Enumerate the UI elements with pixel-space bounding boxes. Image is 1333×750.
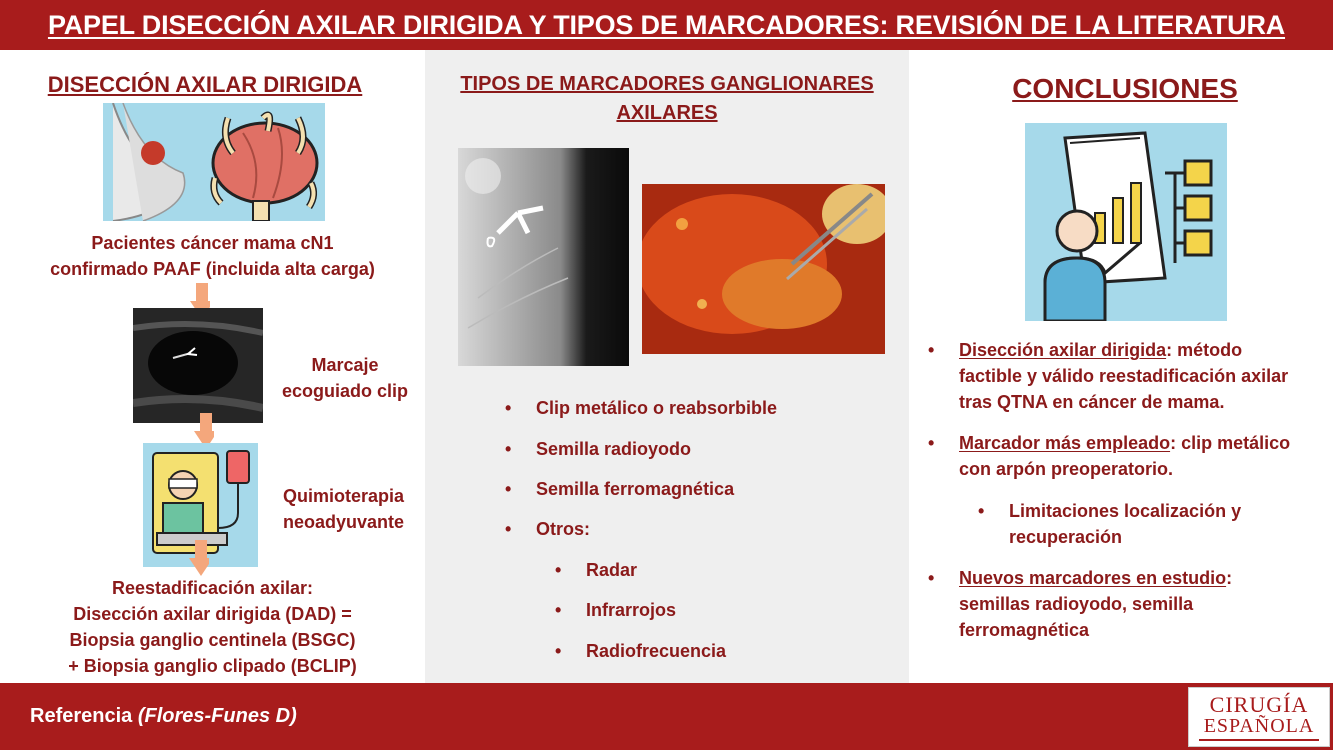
conclusion-2-heading: Marcador más empleado <box>959 433 1171 453</box>
marker-bullet-3-text: Semilla ferromagnética <box>536 479 735 499</box>
marcaje-line1: Marcaje <box>311 355 379 375</box>
marcaje-line2: ecoguiado clip <box>281 381 409 401</box>
middle-title-line1: TIPOS DE MARCADORES GANGLIONARES <box>460 73 874 95</box>
marker-sub-bullet-2: • Infrarrojos <box>555 597 855 623</box>
conclusion-1-line3: tras QTNA en cáncer de mama. <box>959 392 1225 412</box>
breast-node-illustration <box>103 103 325 221</box>
restage-line4: + Biopsia ganglio clipado (BCLIP) <box>68 656 357 676</box>
quimio-text <box>265 483 422 535</box>
conclusion-1: • Disección axilar dirigida: método factible y válido reestadificación axilar tras QTNA en cáncer de mama. <box>928 337 1328 415</box>
logo-line2: ESPAÑOLA <box>1203 714 1315 737</box>
conclusion-2: • Marcador más empleado: clip metálico con arpón preoperatorio. <box>928 430 1328 482</box>
reference-label: Referencia <box>30 705 133 727</box>
marker-bullet-2-text: Semilla radioyodo <box>536 439 692 459</box>
marker-bullet-2: • Semilla radioyodo <box>505 436 885 462</box>
marker-bullet-4-text: Otros: <box>536 519 590 539</box>
header-bar <box>0 0 1333 50</box>
marker-sub-bullet-1: • Radar <box>555 557 855 583</box>
footer-bar <box>0 683 1333 750</box>
logo-rule <box>1199 739 1319 741</box>
reference-author: (Flores-Funes D) <box>137 705 297 727</box>
ultrasound-image <box>133 308 263 423</box>
presentation-icon <box>1025 123 1227 321</box>
middle-title-line2: AXILARES <box>616 102 718 124</box>
conclusion-3-heading: Nuevos marcadores en estudio <box>959 568 1227 588</box>
marker-bullet-3: • Semilla ferromagnética <box>505 476 885 502</box>
quimio-line2: neoadyuvante <box>282 512 405 532</box>
left-title: DISECCIÓN AXILAR DIRIGIDA <box>47 72 363 97</box>
surgery-image <box>642 184 885 354</box>
marker-bullet-4: • Otros: <box>505 516 885 542</box>
marker-sub-bullet-3: • Radiofrecuencia <box>555 638 855 664</box>
restage-text <box>20 575 405 679</box>
restage-line3: Biopsia ganglio centinela (BSGC) <box>69 630 356 650</box>
conclusion-1-line2: factible y válido reestadificación axilar <box>959 366 1289 386</box>
marker-sub-bullet-1-text: Radar <box>586 560 638 580</box>
conclusion-2-sub: • Limitaciones localización y recuperación <box>978 498 1328 550</box>
xray-image <box>458 148 629 366</box>
marker-sub-bullet-3-text: Radiofrecuencia <box>586 641 727 661</box>
conclusion-1-heading: Disección axilar dirigida <box>959 340 1167 360</box>
patients-line1: Pacientes cáncer mama cN1 <box>91 233 334 253</box>
middle-column <box>425 50 909 683</box>
marker-sub-bullet-2-text: Infrarrojos <box>586 600 677 620</box>
patients-text <box>20 230 405 282</box>
conclusion-3-line1: : <box>1226 568 1233 588</box>
marker-bullet-1: • Clip metálico o reabsorbible <box>505 395 885 421</box>
conclusion-3-line3: ferromagnética <box>959 620 1090 640</box>
marker-bullet-1-text: Clip metálico o reabsorbible <box>536 398 778 418</box>
journal-logo <box>1188 687 1330 747</box>
conclusion-3-line2: semillas radioyodo, semilla <box>959 594 1194 614</box>
restage-line2: Disección axilar dirigida (DAD) = <box>73 604 352 624</box>
reference <box>30 705 297 728</box>
flow-arrow-3 <box>189 540 209 576</box>
conclusion-2-line2: con arpón preoperatorio. <box>959 459 1174 479</box>
patients-line2: confirmado PAAF (incluida alta carga) <box>50 259 375 279</box>
conclusion-1-line1: : método <box>1166 340 1243 360</box>
marcaje-text <box>270 352 420 404</box>
conclusion-2-sub-line2: recuperación <box>1009 527 1123 547</box>
page-title: PAPEL DISECCIÓN AXILAR DIRIGIDA Y TIPOS DE MARCADORES: REVISIÓN DE LA LITERATURA <box>47 9 1286 40</box>
conclusion-2-line1: : clip metálico <box>1170 433 1291 453</box>
quimio-line1: Quimioterapia <box>282 486 405 506</box>
right-title: CONCLUSIONES <box>1012 73 1238 104</box>
conclusion-3: • Nuevos marcadores en estudio: semillas radioyodo, semilla ferromagnética <box>928 565 1328 643</box>
middle-title <box>430 70 904 128</box>
logo-line1: CIRUGÍA <box>1209 691 1309 717</box>
restage-line1: Reestadificación axilar: <box>111 578 314 598</box>
conclusion-2-sub-line1: Limitaciones localización y <box>1009 501 1242 521</box>
